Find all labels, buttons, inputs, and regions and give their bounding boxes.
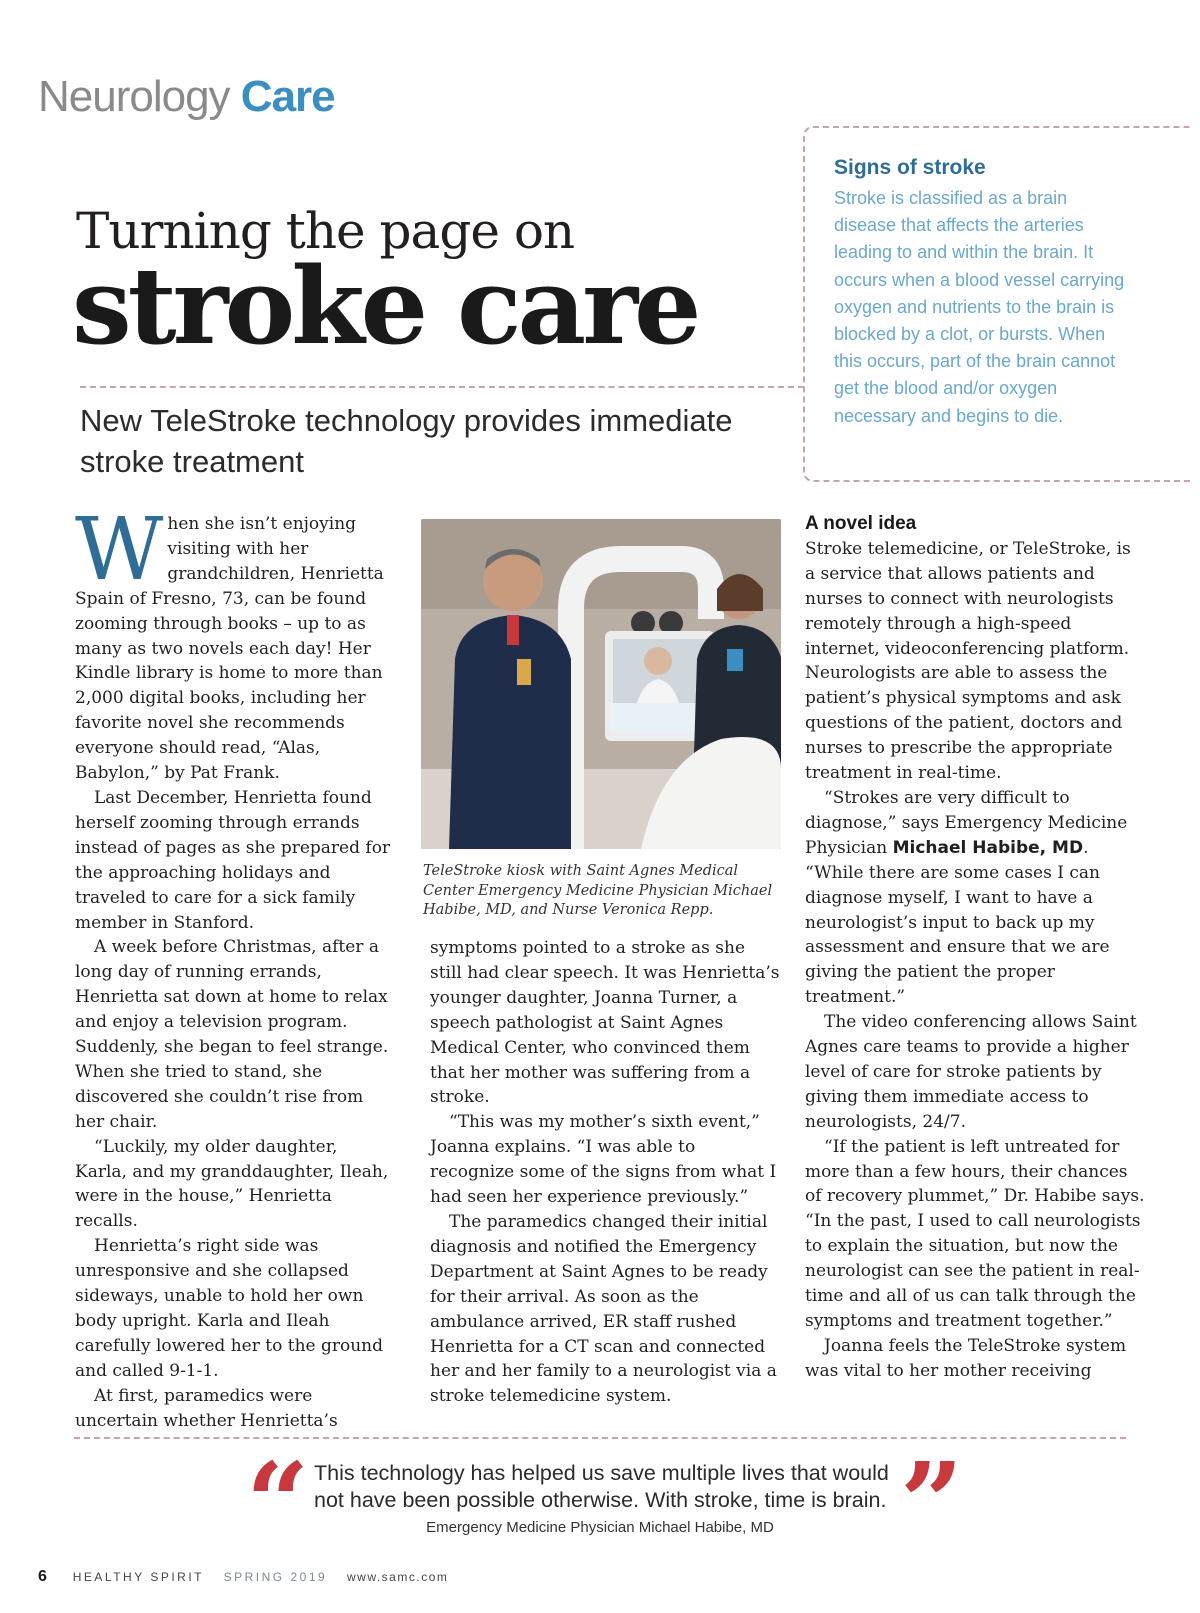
col1-paragraph-3: A week before Christmas, after a long day of running errands, Henrietta sat down at home to relax and enjoy a television program. Suddenly, she began to feel strange. When she tried to stand, she discovered she couldn’t rise from her chair.	[75, 937, 389, 1132]
section-header	[38, 72, 335, 122]
col1-paragraph-5: Henrietta’s right side was unresponsive and she collapsed sideways, unable to hold her own body upright. Karla and Ileah carefully lowered her to the ground and called 9-1-1.	[75, 1236, 384, 1381]
page-footer	[38, 1568, 448, 1586]
publication-name: HEALTHY SPIRIT	[72, 1570, 204, 1584]
article-column-1	[75, 500, 393, 1434]
sidebar-body: Stroke is classified as a brain disease that affects the arteries leading to and within the brain. It occurs when a blood vessel carrying oxygen and nutrients to the brain is blocked by a clot, or bursts. When this occurs, part of the brain cannot get the blood and/or oxygen necessary and begins to die.	[834, 188, 1125, 426]
article-column-3	[805, 512, 1145, 1384]
pullquote-divider	[74, 1437, 1126, 1439]
photo-illustration	[421, 519, 781, 849]
col3-paragraph-4: “If the patient is left untreated for more than a few hours, their chances of recovery plummet,” Dr. Habibe says. “In the past, I used to call neurologists to explain the situation, but now the neurologist can see the patient in real-time and all of us can talk through the symptoms and treatment together.”	[805, 1136, 1145, 1331]
headline-line-1: Turning the page on	[76, 202, 575, 260]
sidebar-title: Signs of stroke	[834, 156, 986, 179]
col1-paragraph-1: hen she isn’t enjoying visiting with her grandchildren, Henrietta Spain of Fresno, 73, can be found zooming through books – up to as many as two novels each day! Her Kindle library is home to more than 2,000 digital books, including her favorite novel she recommends everyone should read, “Alas, Babylon,” by Pat Frank.	[75, 514, 384, 784]
section-heading-novel-idea: A novel idea	[805, 513, 917, 534]
col3-p2-text-a: “Strokes are very difficult to diagnose,” says Emergency Medicine Physician	[805, 787, 1128, 858]
close-quote-mark: ”	[900, 1438, 964, 1567]
page-number: 6	[38, 1568, 47, 1585]
pullquote-text: This technology has helped us save multiple lives that would not have been possible otherwise. With stroke, time is brain.	[314, 1461, 889, 1512]
photo-caption: TeleStroke kiosk with Saint Agnes Medical Center Emergency Medicine Physician Michael Habibe, MD, and Nurse Veronica Repp.	[423, 863, 773, 918]
headline-line-2: stroke care	[72, 243, 698, 368]
drop-cap: W	[75, 500, 164, 600]
telestroke-kiosk-photo	[421, 519, 781, 849]
col3-paragraph-5: Joanna feels the TeleStroke system was vital to her mother receiving	[805, 1335, 1127, 1381]
pullquote-attribution: Emergency Medicine Physician Michael Habibe, MD	[426, 1519, 774, 1536]
col2-paragraph-1: symptoms pointed to a stroke as she still had clear speech. It was Henrietta’s younger daughter, Joanna Turner, a speech pathologist at Saint Agnes Medical Center, who convinced them that her mother was suffering from a stroke.	[430, 938, 780, 1108]
section-header-bold: Care	[240, 72, 335, 121]
col2-paragraph-3: The paramedics changed their initial diagnosis and notified the Emergency Department at Saint Agnes to be ready for their arrival. As soon as the ambulance arrived, ER staff rushed Henrietta for a CT scan and connected her and her family to a neurologist via a stroke telemedicine system.	[430, 1211, 777, 1407]
col1-paragraph-2: Last December, Henrietta found herself zooming through errands instead of pages as she prepared for the approaching holidays and traveled to care for a sick family member in Stanford.	[75, 787, 391, 933]
article-column-2	[430, 936, 780, 1409]
col2-paragraph-2: “This was my mother’s sixth event,” Joanna explains. “I was able to recognize some of the signs from what I had seen her experience previously.”	[430, 1112, 777, 1208]
website-url: www.samc.com	[347, 1570, 449, 1584]
col3-p2-text-b: . “While there are some cases I can diagnose myself, I want to have a neurologist’s input to back up my assessment and ensure that we are giving the patient the proper treatment.”	[805, 837, 1110, 1008]
physician-name: Michael Habibe, MD	[892, 837, 1084, 858]
col1-paragraph-6: At first, paramedics were uncertain whether Henrietta’s	[75, 1385, 338, 1431]
subhead: New TeleStroke technology provides immediate stroke treatment	[80, 403, 733, 479]
section-header-light: Neurology	[38, 72, 230, 121]
col1-paragraph-4: “Luckily, my older daughter, Karla, and my granddaughter, Ileah, were in the house,” Henrietta recalls.	[75, 1136, 389, 1232]
col3-paragraph-3: The video conferencing allows Saint Agnes care teams to provide a higher level of care for stroke patients by giving them immediate access to neurologists, 24/7.	[805, 1012, 1137, 1132]
col3-paragraph-1: Stroke telemedicine, or TeleStroke, is a service that allows patients and nurses to connect with neurologists remotely through a high-speed internet, videoconferencing platform. Neurologists are able to assess the patient’s physical symptoms and ask questions of the patient, doctors and nurses to prescribe the appropriate treatment in real-time.	[805, 538, 1131, 784]
issue-label: SPRING 2019	[223, 1570, 328, 1584]
col3-paragraph-2	[805, 786, 1145, 1010]
open-quote-mark: “	[246, 1438, 310, 1567]
headline-divider	[80, 386, 804, 388]
